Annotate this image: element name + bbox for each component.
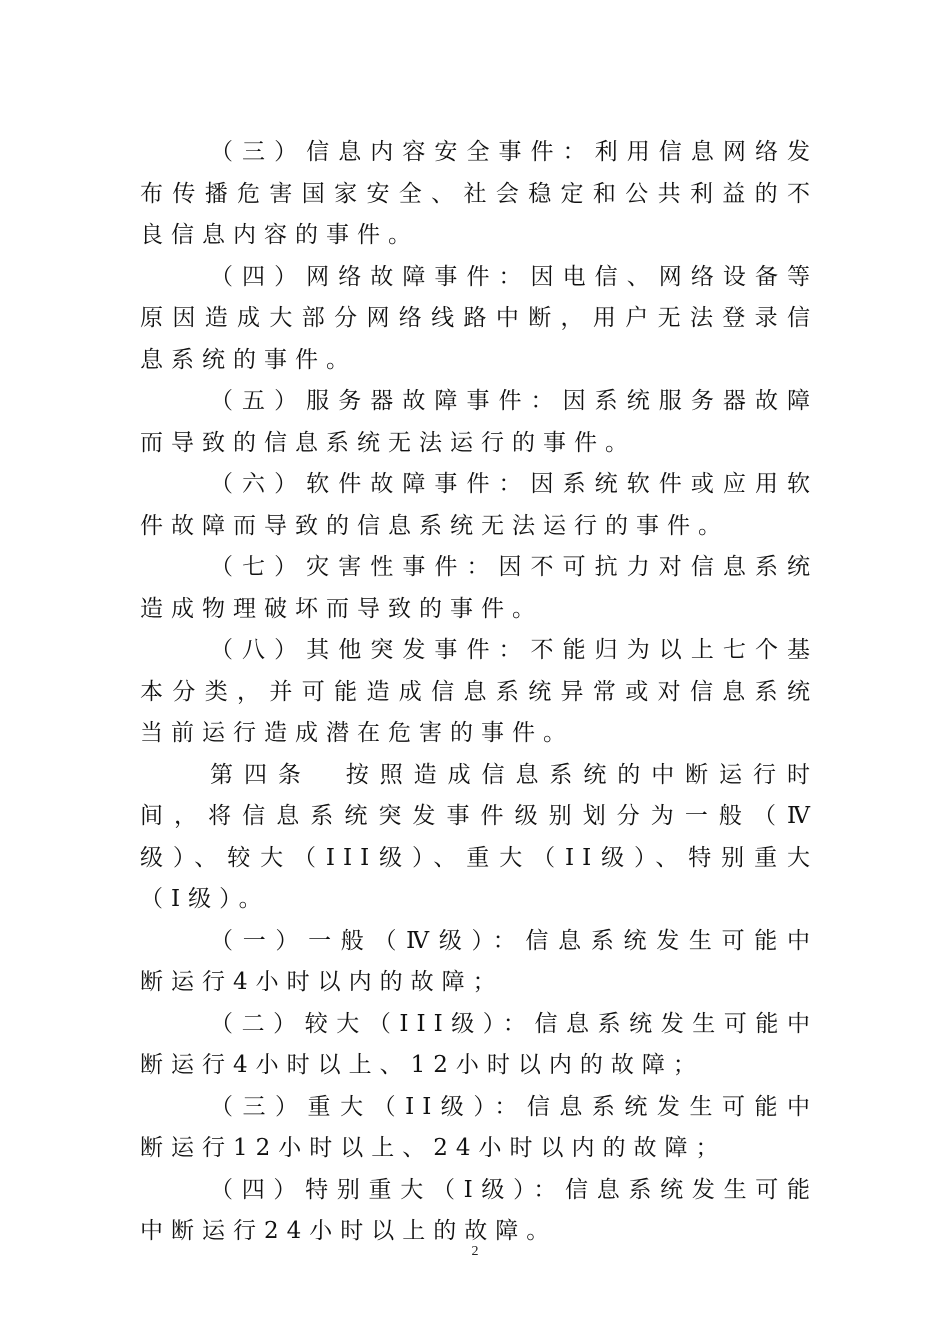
- paragraph-disaster-event: （七）灾害性事件：因不可抗力对信息系统造成物理破坏而导致的事件。: [140, 554, 818, 622]
- page-number: 2: [471, 1244, 479, 1259]
- paragraph-software-fault-event: （六）软件故障事件：因系统软件或应用软件故障而导致的信息系统无法运行的事件。: [140, 471, 818, 539]
- paragraph-info-content-event: （三）信息内容安全事件：利用信息网络发布传播危害国家安全、社会稳定和公共利益的不良信息内容的事件。: [140, 139, 818, 248]
- paragraph-article-four: 第四条 按照造成信息系统的中断运行时间，将信息系统突发事件级别划分为一般（Ⅳ级）、较大（III级）、重大（II级）、特别重大（I级）。: [140, 761, 818, 912]
- paragraph-other-event: （八）其他突发事件：不能归为以上七个基本分类，并可能造成信息系统异常或对信息系统当前运行造成潜在危害的事件。: [140, 637, 818, 746]
- paragraph-level-especially-serious: （四）特别重大（I级）：信息系统发生可能中断运行24小时以上的故障。: [140, 1176, 818, 1244]
- document-body: [140, 132, 818, 1253]
- paragraph-level-serious: （三）重大（II级）：信息系统发生可能中断运行12小时以上、24小时以内的故障；: [140, 1093, 818, 1161]
- paragraph-server-fault-event: （五）服务器故障事件：因系统服务器故障而导致的信息系统无法运行的事件。: [140, 388, 818, 456]
- paragraph-network-fault-event: （四）网络故障事件：因电信、网络设备等原因造成大部分网络线路中断，用户无法登录信息系统的事件。: [140, 263, 818, 373]
- paragraph-level-major: （二）较大（III级）：信息系统发生可能中断运行4小时以上、12小时以内的故障；: [140, 1010, 818, 1078]
- paragraph-level-general: （一）一般（Ⅳ级）：信息系统发生可能中断运行4小时以内的故障；: [140, 927, 818, 995]
